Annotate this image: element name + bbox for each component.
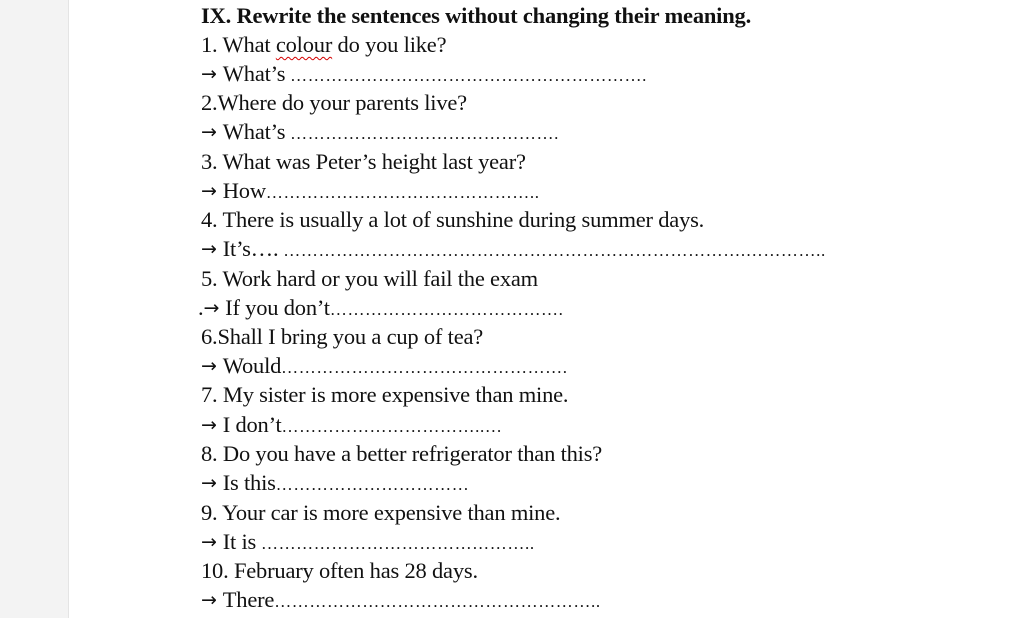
arrow-icon: → (201, 121, 217, 143)
arrow-icon: → (201, 63, 217, 85)
page-left-margin (0, 0, 68, 618)
arrow-icon: → (203, 297, 220, 319)
answer-blank: ……………………………………………………. (285, 66, 647, 85)
answer-10: → There……………………………………………….. (201, 587, 601, 612)
question-1: 1. What colour do you like? (201, 32, 447, 57)
answer-7: → I don’t……………………………..… (201, 412, 503, 437)
answer-blank: …………………………………………………………………….………….. (278, 241, 826, 260)
answer-8: → Is this…………………………… (201, 470, 470, 495)
answer-5: .→ If you don’t…………………………………. (198, 295, 564, 320)
answer-9: → It is ……………………………………….. (201, 529, 535, 554)
question-3: 3. What was Peter’s height last year? (201, 149, 526, 174)
question-8: 8. Do you have a better refrigerator than this? (201, 441, 603, 466)
question-5: 5. Work hard or you will fail the exam (201, 266, 538, 291)
arrow-icon: → (201, 238, 217, 260)
arrow-icon: → (201, 531, 217, 553)
answer-blank: ……………………………..… (281, 417, 503, 436)
answer-blank: ……………………………………….. (256, 534, 535, 553)
arrow-icon: → (201, 472, 217, 494)
page-margin-divider (68, 0, 69, 618)
answer-blank: ……………………………………………….. (274, 592, 601, 611)
answer-blank: ………………………………………. (285, 124, 559, 143)
question-9: 9. Your car is more expensive than mine. (201, 500, 561, 525)
question-10: 10. February often has 28 days. (201, 558, 478, 583)
question-7: 7. My sister is more expensive than mine. (201, 382, 569, 407)
answer-4: → It’s…. …………………………………………………………………….………….. (201, 236, 826, 261)
arrow-icon: → (201, 589, 217, 611)
answer-blank: …………………………………. (329, 300, 564, 319)
answer-3: → How……………………………………….. (201, 178, 540, 203)
answer-blank: …………………………………………. (281, 358, 568, 377)
answer-2: → What’s ………………………………………. (201, 119, 559, 144)
question-2: 2.Where do your parents live? (201, 90, 467, 115)
arrow-icon: → (201, 414, 217, 436)
answer-blank: ……………………………………….. (265, 183, 540, 202)
answer-blank: …………………………… (275, 475, 470, 494)
arrow-icon: → (201, 355, 217, 377)
question-6: 6.Shall I bring you a cup of tea? (201, 324, 484, 349)
question-4: 4. There is usually a lot of sunshine during summer days. (201, 207, 705, 232)
answer-1: → What’s ……………………………………………………. (201, 61, 647, 86)
exercise-heading: IX. Rewrite the sentences without changing their meaning. (201, 3, 752, 28)
arrow-icon: → (201, 180, 217, 202)
answer-6: → Would…………………………………………. (201, 353, 568, 378)
spellcheck-flagged-word[interactable]: colour (275, 32, 333, 57)
